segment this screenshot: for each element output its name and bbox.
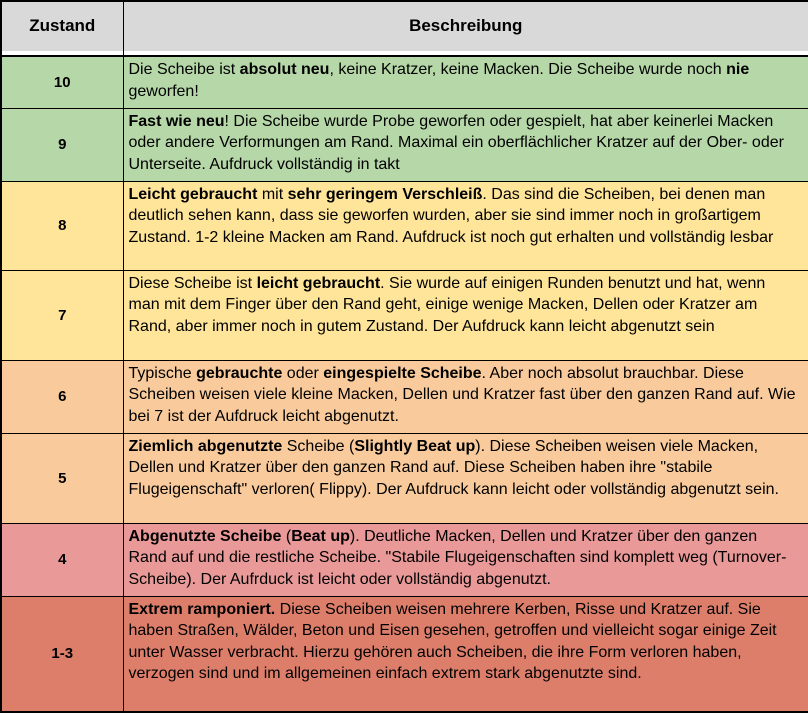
table-row (1, 433, 808, 523)
condition-value: 7 (1, 270, 123, 360)
description-text: ! Die Scheibe wurde Probe geworfen oder gespielt, hat aber keinerlei Macken oder andere Verformungen am Rand. Maximal ein oberflächlicher Kratzer auf der Ober- oder Unterseite. Aufdruck vollständig in takt (128, 112, 784, 173)
table-row (1, 108, 808, 181)
table-row (1, 523, 808, 596)
description-bold-text: Ziemlich abgenutzte (128, 437, 283, 455)
description-bold-text: Leicht gebraucht (128, 185, 258, 203)
description-cell (123, 56, 808, 108)
description-text: . Aber noch absolut brauchbar. Diese Scheiben weisen viele kleine Macken, Dellen und Kratzer fast über den ganzen Rand auf. Wie bei 7 ist der Aufdruck leicht abgenutzt. (128, 364, 796, 425)
description-bold-text: leicht gebraucht (256, 274, 381, 292)
description-cell (123, 360, 808, 433)
condition-value: 8 (1, 181, 123, 270)
description-text: Typische (128, 364, 197, 382)
description-text: . Das sind die Scheiben, bei denen man deutlich sehen kann, dass sie geworfen wurden, aber sie sind immer noch in großartigem Zustand. 1-2 kleine Macken am Rand. Aufdruck ist noch gut erhalten und vollständig lesbar (128, 185, 774, 246)
table-body (1, 56, 808, 712)
condition-value: 6 (1, 360, 123, 433)
description-bold-text: Slightly Beat up (354, 437, 476, 455)
description-text: . Sie wurde auf einigen Runden benutzt und hat, wenn man mit dem Finger über den Rand geht, einige wenige Macken, Dellen oder Kratzer am Rand, aber immer noch in gutem Zustand. Der Aufdruck kann leicht abgenutzt sein (128, 274, 766, 335)
description-cell (123, 270, 808, 360)
description-text: ). Diese Scheiben weisen viele Macken, Dellen und Kratzer über den ganzen Rand auf. Diese Scheiben haben ihre "stabile Flugeigenschaft" verloren( Flippy). Der Aufdruck kann leicht oder vollständig abgenutzt sein. (128, 437, 779, 498)
table-row (1, 181, 808, 270)
description-bold-text: eingespielte Scheibe (323, 364, 482, 382)
condition-value: 1-3 (1, 596, 123, 712)
table-row (1, 270, 808, 360)
description-bold-text: Extrem ramponiert. (128, 600, 276, 618)
condition-value: 4 (1, 523, 123, 596)
table-row (1, 596, 808, 712)
description-text: mit (257, 185, 288, 203)
description-cell (123, 181, 808, 270)
table-header-row (1, 1, 808, 56)
column-header-zustand: Zustand (1, 1, 123, 56)
description-text: oder (282, 364, 324, 382)
description-bold-text: Abgenutzte Scheibe (128, 527, 282, 545)
description-text: ( (281, 527, 292, 545)
description-text: Scheibe ( (282, 437, 355, 455)
table-row (1, 56, 808, 108)
description-text: ). Deutliche Macken, Dellen und Kratzer über den ganzen Rand auf und die restliche Scheibe. "Stabile Flugeigenschaften sind komplett weg (Turnover-Scheibe). Der Aufrduck ist leicht oder vollständig abgenutzt. (128, 527, 787, 588)
description-bold-text: gebrauchte (196, 364, 283, 382)
description-cell (123, 523, 808, 596)
description-bold-text: Fast wie neu (128, 112, 225, 130)
description-cell (123, 433, 808, 523)
description-bold-text: nie (726, 61, 750, 78)
description-cell (123, 596, 808, 712)
description-text: Diese Scheibe ist (128, 274, 257, 292)
description-bold-text: sehr geringem Verschleiß (287, 185, 483, 203)
description-text: geworfen! (128, 82, 199, 100)
condition-value: 10 (1, 56, 123, 108)
description-text: , keine Kratzer, keine Macken. Die Scheibe wurde noch (329, 61, 727, 78)
table-header (1, 1, 808, 56)
table-row (1, 360, 808, 433)
description-text: Diese Scheiben weisen mehrere Kerben, Risse und Kratzer auf. Sie haben Straßen, Wälder, Beton und Eisen gesehen, getroffen und vielleicht sogar einige Zeit unter Wasser verbracht. Hierzu gehören auch Scheiben, die ihre Form verloren haben, verzogen sind und im allgemeinen einfach extrem stark abgenutzte sind. (128, 600, 777, 682)
description-text: Die Scheibe ist (128, 61, 240, 78)
condition-value: 5 (1, 433, 123, 523)
description-cell (123, 108, 808, 181)
description-bold-text: absolut neu (239, 61, 330, 78)
description-bold-text: Beat up (291, 527, 350, 545)
column-header-beschreibung: Beschreibung (123, 1, 808, 56)
condition-value: 9 (1, 108, 123, 181)
